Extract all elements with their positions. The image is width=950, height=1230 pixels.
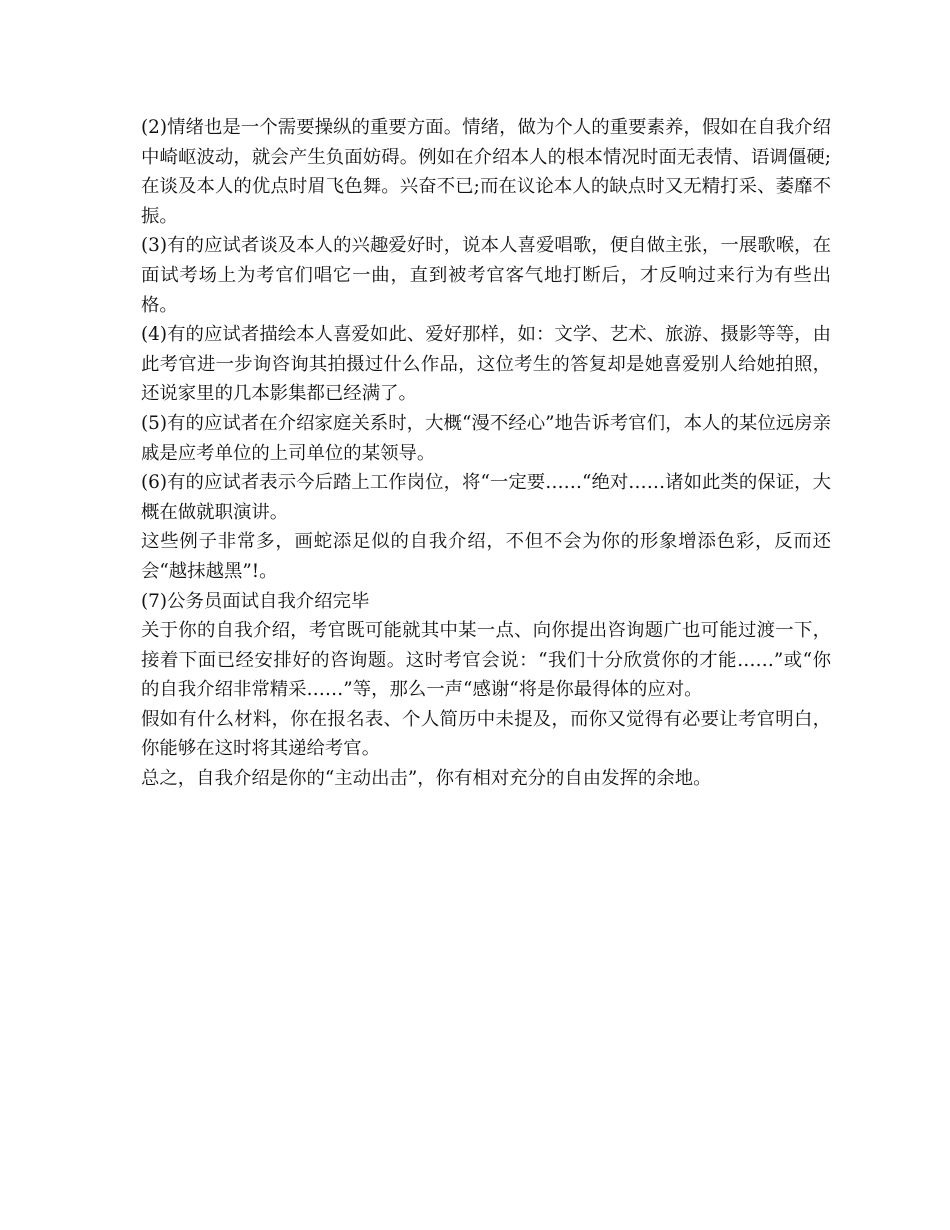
paragraph-promise-example: (6)有的应试者表示今后踏上工作岗位，将“一定要……“绝对……诸如此类的保证，大概在做就职演讲。	[141, 472, 831, 523]
paragraph-emotion-control: (2)情绪也是一个需要操纵的重要方面。情绪，做为个人的重要素养，假如在自我介绍中崎岖波动，就会产生负面妨碍。例如在介绍本人的根本情况时面无表情、语调僵硬;在谈及本人的优点时眉飞色舞。兴奋不已;而在议论本人的缺点时又无精打采、萎靡不振。	[141, 117, 831, 227]
paragraph-materials: 假如有什么材料，你在报名表、个人简历中未提及，而你又觉得有必要让考官明白，你能够在这时将其递给考官。	[141, 708, 831, 760]
document-body	[141, 113, 831, 794]
paragraph-summary-examples: 这些例子非常多，画蛇添足似的自我介绍，不但不会为你的形象增添色彩，反而还会“越抹越黑”!。	[141, 531, 831, 582]
paragraph-examiner-response: 关于你的自我介绍，考官既可能就其中某一点、向你提出咨询题广也可能过渡一下，接着下面已经安排好的咨询题。这时考官会说：“我们十分欣赏你的才能……”或“你的自我介绍非常精采……”等，那么一声“感谢“将是你最得体的应对。	[141, 620, 831, 701]
paragraph-conclusion: 总之，自我介绍是你的“主动出击”，你有相对充分的自由发挥的余地。	[141, 768, 712, 790]
paragraph-section-heading: (7)公务员面试自我介绍完毕	[141, 590, 370, 612]
paragraph-hobby-example: (4)有的应试者描绘本人喜爱如此、爱好那样，如：文学、艺术、旅游、摄影等等，由此考官进一步询咨询其拍摄过什么作品，这位考生的答复却是她喜爱别人给她拍照，还说家里的几本影集都已经满了。	[141, 324, 831, 405]
paragraph-family-example: (5)有的应试者在介绍家庭关系时，大概“漫不经心”地告诉考官们，本人的某位远房亲戚是应考单位的上司单位的某领导。	[141, 412, 831, 464]
paragraph-singing-example: (3)有的应试者谈及本人的兴趣爱好时，说本人喜爱唱歌，便自做主张，一展歌喉，在面试考场上为考官们唱它一曲，直到被考官客气地打断后，才反响过来行为有些出格。	[141, 235, 831, 316]
